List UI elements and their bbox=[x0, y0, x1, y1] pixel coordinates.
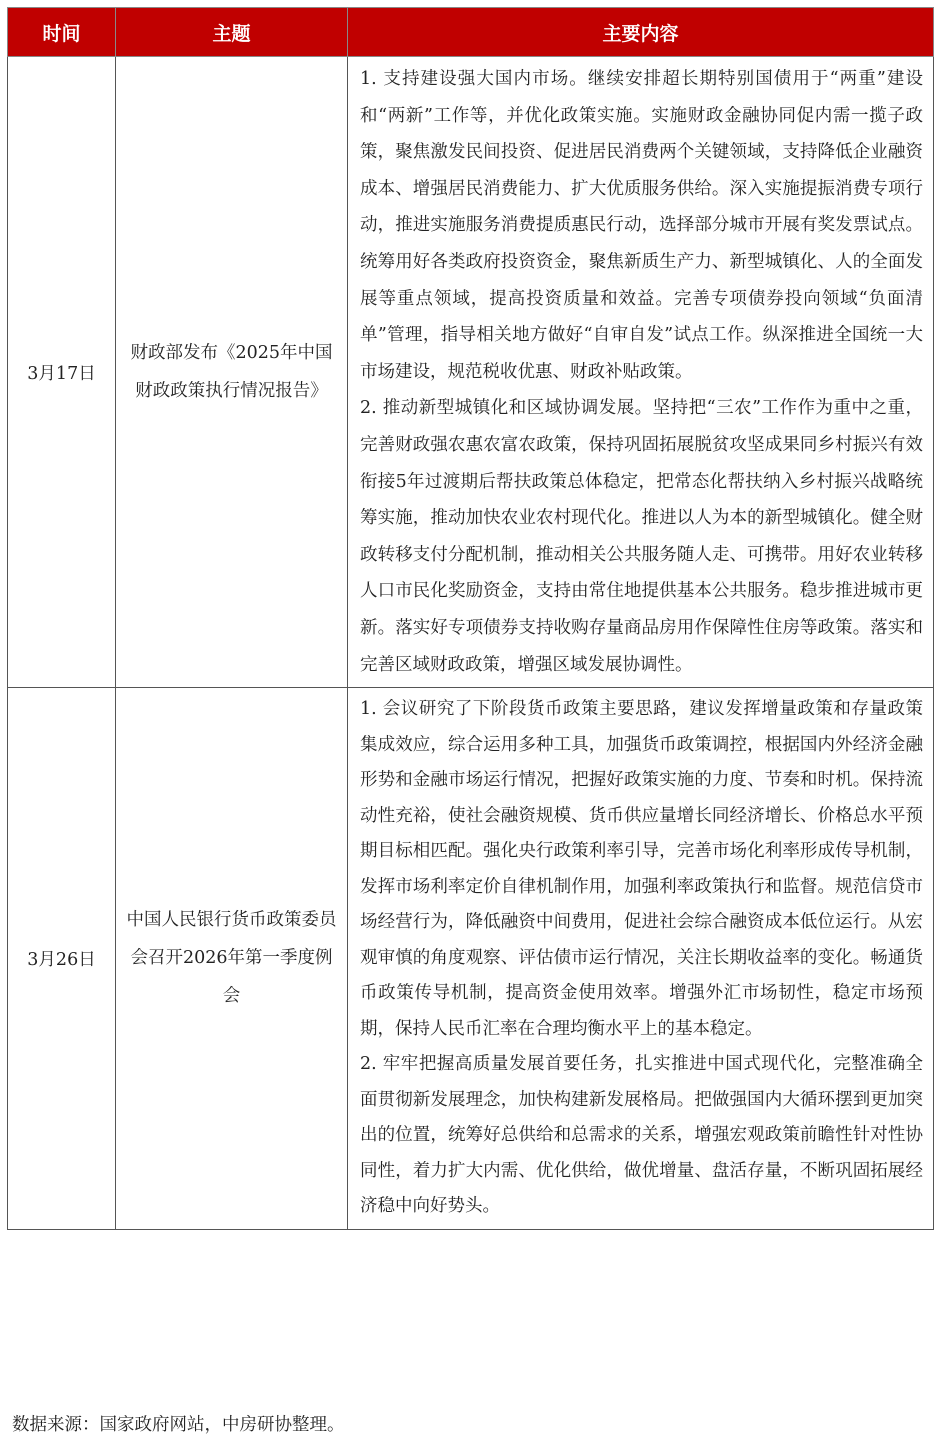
source-note: 数据来源：国家政府网站，中房研协整理。 bbox=[12, 1415, 345, 1435]
content-paragraph: 2. 牢牢把握高质量发展首要任务，扎实推进中国式现代化，完整准确全面贯彻新发展理念，加快构建新发展格局。把做强国内大循环摆到更加突出的位置，统筹好总供给和总需求的关系，增强宏观政策前瞻性针对性协同性，着力扩大内需、优化供给，做优增量、盘活存量，不断巩固拓展经济稳中向好势头。 bbox=[360, 1054, 923, 1217]
table-row bbox=[8, 57, 934, 688]
header-time: 时间 bbox=[8, 8, 116, 57]
content-paragraph: 1. 支持建设强大国内市场。继续安排超长期特别国债用于“两重”建设和“两新”工作等，并优化政策实施。实施财政金融协同促内需一揽子政策，聚焦激发民间投资、促进居民消费两个关键领域，支持降低企业融资成本、增强居民消费能力、扩大优质服务供给。深入实施提振消费专项行动，推进实施服务消费提质惠民行动，选择部分城市开展有奖发票试点。统筹用好各类政府投资资金，聚焦新质生产力、新型城镇化、人的全面发展等重点领域，提高投资质量和效益。完善专项债券投向领域“负面清单”管理，指导相关地方做好“自审自发”试点工作。纵深推进全国统一大市场建设，规范税收优惠、财政补贴政策。 bbox=[360, 69, 923, 382]
table-header bbox=[8, 8, 934, 57]
header-row bbox=[8, 8, 934, 57]
header-content: 主要内容 bbox=[348, 8, 934, 57]
row-date: 3月17日 bbox=[8, 57, 116, 688]
table-row bbox=[8, 688, 934, 1230]
row-content bbox=[348, 688, 934, 1230]
row-content bbox=[348, 57, 934, 688]
row-date: 3月26日 bbox=[8, 688, 116, 1230]
table-body bbox=[8, 57, 934, 1230]
row-topic: 财政部发布《2025年中国财政政策执行情况报告》 bbox=[116, 57, 348, 688]
policy-table bbox=[7, 7, 934, 1230]
content-paragraph: 2. 推动新型城镇化和区域协调发展。坚持把“三农”工作作为重中之重，完善财政强农惠农富农政策，保持巩固拓展脱贫攻坚成果同乡村振兴有效衔接5年过渡期后帮扶政策总体稳定，把常态化帮扶纳入乡村振兴战略统筹实施，推动加快农业农村现代化。推进以人为本的新型城镇化。健全财政转移支付分配机制，推动相关公共服务随人走、可携带。用好农业转移人口市民化奖励资金，支持由常住地提供基本公共服务。稳步推进城市更新。落实好专项债券支持收购存量商品房用作保障性住房等政策。落实和完善区域财政政策，增强区域发展协调性。 bbox=[360, 398, 923, 675]
row-topic: 中国人民银行货币政策委员会召开2026年第一季度例会 bbox=[116, 688, 348, 1230]
content-paragraph: 1. 会议研究了下阶段货币政策主要思路，建议发挥增量政策和存量政策集成效应，综合运用多种工具，加强货币政策调控，根据国内外经济金融形势和金融市场运行情况，把握好政策实施的力度、节奏和时机。保持流动性充裕，使社会融资规模、货币供应量增长同经济增长、价格总水平预期目标相匹配。强化央行政策利率引导，完善市场化利率形成传导机制，发挥市场利率定价自律机制作用，加强利率政策执行和监督。规范信贷市场经营行为，降低融资中间费用，促进社会综合融资成本低位运行。从宏观审慎的角度观察、评估债市运行情况，关注长期收益率的变化。畅通货币政策传导机制，提高资金使用效率。增强外汇市场韧性，稳定市场预期，保持人民币汇率在合理均衡水平上的基本稳定。 bbox=[360, 699, 923, 1039]
header-topic: 主题 bbox=[116, 8, 348, 57]
